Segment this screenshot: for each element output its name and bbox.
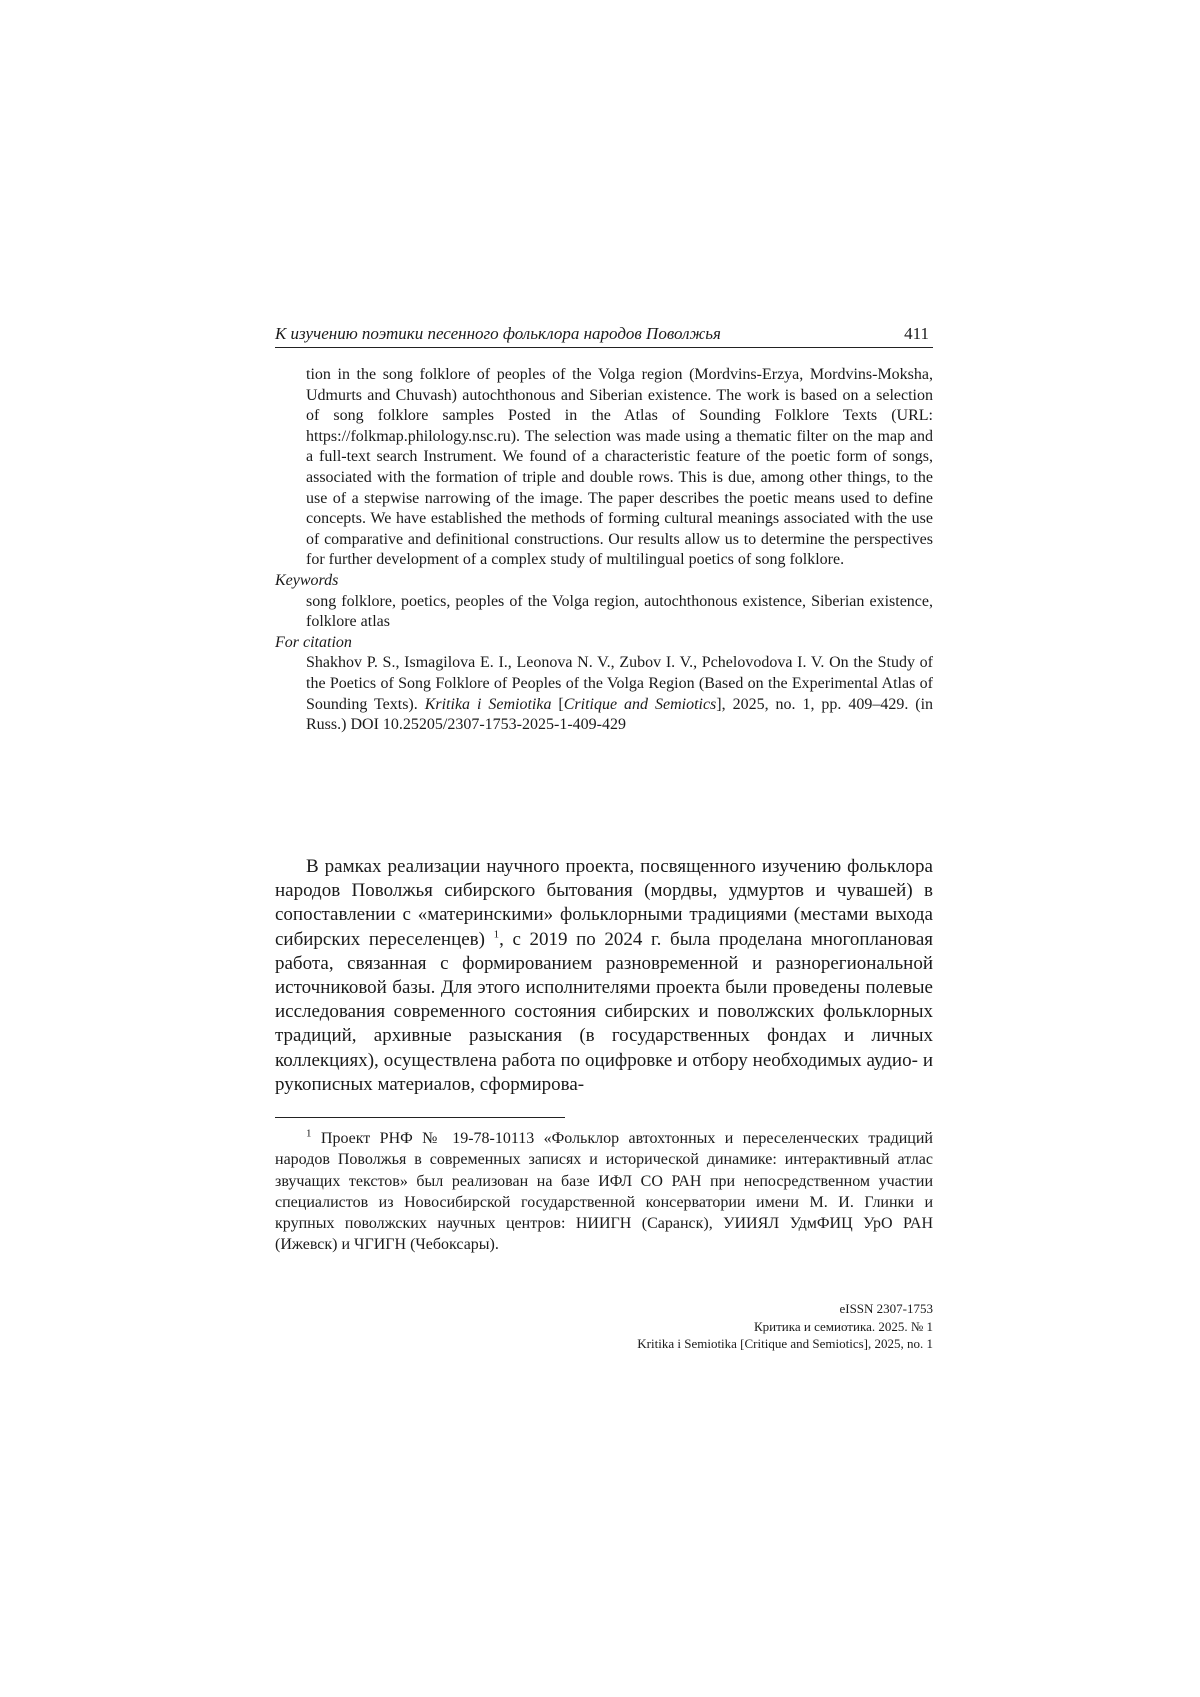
footnote-marker: 1 (306, 1128, 312, 1140)
footnote (275, 1128, 933, 1256)
citation-label: For citation (275, 633, 933, 654)
footnote-divider (275, 1117, 565, 1118)
citation-text (275, 653, 933, 735)
body-paragraph (275, 855, 933, 1097)
body-text-start: В рамках реализации научного проекта, посвященного изучению фольклора народов Поволжья сибирского бытования (мордвы, удмуртов и чувашей) в сопоставлении с «материнскими» фольклорными традициями (местами выхода сибирских переселенцев) (275, 856, 933, 950)
keywords-label: Keywords (275, 571, 933, 592)
citation-authors-title: Shakhov P. S., Ismagilova E. I., Leonova N. V., Zubov I. V., Pchelovodova I. V. On the Study of the Poetics of Song Folklore of Peoples of the Volga Region (Based on the Experimental Atlas of Sounding Texts). (306, 654, 933, 712)
citation-details: ], 2025, no. 1, pp. 409–429. (in Russ.) DOI 10.25205/2307-1753-2025-1-409-429 (306, 696, 933, 734)
citation-journal-en: Critique and Semiotics (564, 696, 717, 713)
running-head (275, 323, 933, 348)
footnote-reference[interactable]: 1 (494, 928, 500, 940)
body-text-rest: , с 2019 по 2024 г. была проделана многоплановая работа, связанная с формированием разновременной и разнорегиональной источниковой базы. Для этого исполнителями проекта были проведены полевые исследования современного состояния сибирских и поволжских фольклорных традиций, архивные разыскания (в государственных фондах и личных коллекциях), осуществлена работа по оцифровке и отбору необходимых аудио- и рукописных материалов, сформирова- (275, 929, 933, 1095)
keywords-text: song folklore, poetics, peoples of the Volga region, autochthonous existence, Siberian existence, folklore atlas (275, 592, 933, 633)
footnote-text: Проект РНФ № 19-78-10113 «Фольклор автохтонных и переселенческих традиций народов Поволжья в современных записях и исторической динамике: интерактивный атлас звучащих текстов» был реализован на базе ИФЛ СО РАН при непосредственном участии специалистов из Новосибирской государственной консерватории имени М. И. Глинки и крупных поволжских научных центров: НИИГН (Саранск), УИИЯЛ УдмФИЦ УрО РАН (Ижевск) и ЧГИГН (Чебоксары). (275, 1130, 933, 1253)
imprint-ru: Критика и семиотика. 2025. № 1 (433, 1318, 933, 1336)
imprint-en: Kritika i Semiotika [Critique and Semiotics], 2025, no. 1 (433, 1335, 933, 1353)
abstract-block (275, 365, 933, 736)
citation-journal: Kritika i Semiotika (425, 696, 552, 713)
page-number: 411 (904, 323, 929, 345)
abstract-text: tion in the song folklore of peoples of the Volga region (Mordvins-Erzya, Mordvins-Moksha, Udmurts and Chuvash) autochthonous and Siberian existence. The work is based on a selection of song folklore samples Posted in the Atlas of Sounding Folklore Texts (URL: https://folkmap.philology.nsc.ru). The selection was made using a thematic filter on the map and a full-text search Instrument. We found of a characteristic feature of the poetic form of songs, associated with the formation of triple and double rows. This is due, among other things, to the use of a stepwise narrowing of the image. The paper describes the poetic means used to define concepts. We have established the methods of forming cultural meanings associated with the use of comparative and definitional constructions. Our results allow us to determine the perspectives for further development of a complex study of multilingual poetics of song folklore. (275, 365, 933, 571)
running-head-title: К изучению поэтики песенного фольклора народов Поволжья (275, 323, 721, 345)
citation-bracket-open: [ (551, 696, 563, 713)
imprint-eissn: eISSN 2307-1753 (433, 1300, 933, 1318)
journal-page (0, 0, 1200, 1697)
journal-imprint (433, 1300, 933, 1353)
